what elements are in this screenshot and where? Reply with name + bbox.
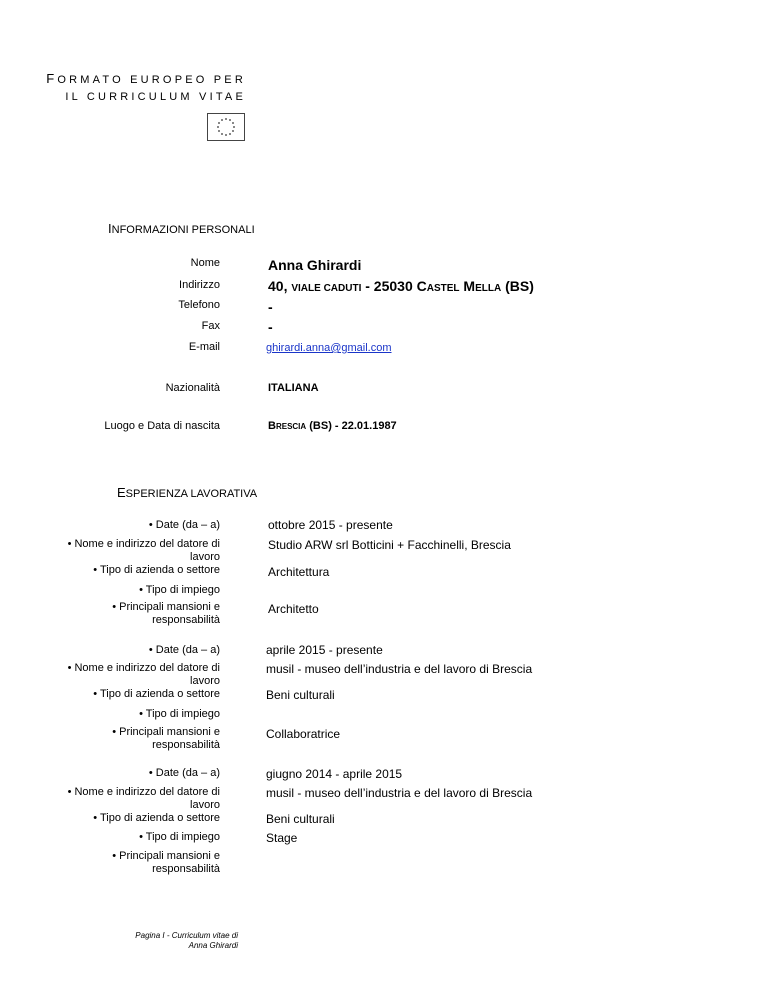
entry3-employer-label: • Nome e indirizzo del datore di lavoro: [67, 786, 220, 811]
birth-label: Luogo e Data di nascita: [104, 420, 220, 432]
entry1-duties-label: • Principali mansioni e responsabilità: [112, 601, 220, 626]
entry3-date-value: giugno 2014 - aprile 2015: [266, 767, 403, 781]
entry3-sector-value: Beni culturali: [266, 812, 335, 826]
entry3-sector-label: • Tipo di azienda o settore: [93, 812, 220, 824]
entry3-employer-value: musil - museo dell’industria e del lavoro di Brescia: [266, 786, 533, 800]
address-value: 40, VIALE CADUTI - 25030 CASTEL MELLA (BS): [268, 278, 534, 294]
entry2-sector-value: Beni culturali: [266, 688, 335, 702]
entry2-date-label: • Date (da – a): [148, 644, 220, 656]
name-label: Nome: [190, 257, 220, 269]
phone-label: Telefono: [178, 299, 220, 311]
entry3-type-label: • Tipo di impiego: [139, 831, 220, 843]
entry2-type-label: • Tipo di impiego: [139, 708, 220, 720]
personal-info-heading: INFORMAZIONI PERSONALI: [108, 221, 255, 236]
entry2-duties-value: Collaboratrice: [266, 727, 341, 741]
entry1-employer-value: Studio ARW srl Botticini + Facchinelli, Brescia: [268, 538, 511, 552]
name-value: Anna Ghirardi: [268, 257, 362, 273]
entry2-employer-label: • Nome e indirizzo del datore di lavoro: [67, 662, 220, 687]
entry1-type-label: • Tipo di impiego: [139, 584, 220, 596]
entry1-sector-value: Architettura: [268, 565, 330, 579]
page-footer: Pagina I - Curriculum vitae di Anna Ghirardi: [135, 931, 238, 950]
entry3-date-label: • Date (da – a): [148, 767, 220, 779]
fax-label: Fax: [201, 320, 220, 332]
entry1-employer-label: • Nome e indirizzo del datore di lavoro: [67, 538, 220, 563]
entry2-duties-label: • Principali mansioni e responsabilità: [112, 726, 220, 751]
fax-value: -: [268, 319, 273, 335]
entry2-sector-label: • Tipo di azienda o settore: [93, 688, 220, 700]
nationality-value: ITALIANA: [268, 382, 319, 394]
entry2-employer-value: musil - museo dell’industria e del lavoro di Brescia: [266, 662, 533, 676]
nationality-label: Nazionalità: [165, 382, 220, 394]
email-link[interactable]: ghirardi.anna@gmail.com: [266, 342, 392, 354]
entry1-date-value: ottobre 2015 - presente: [268, 518, 393, 532]
work-experience-heading: ESPERIENZA LAVORATIVA: [117, 485, 258, 500]
entry3-duties-label: • Principali mansioni e responsabilità: [112, 850, 220, 875]
entry2-date-value: aprile 2015 - presente: [266, 643, 383, 657]
address-label: Indirizzo: [179, 279, 220, 291]
cv-format-title: FORMATO EUROPEO PER IL CURRICULUM VITAE: [46, 71, 246, 103]
birth-value: BRESCIA (BS) - 22.01.1987: [268, 420, 397, 432]
eu-flag-logo: [207, 113, 245, 141]
entry3-type-value: Stage: [266, 831, 298, 845]
email-label: E-mail: [188, 341, 220, 353]
entry1-duties-value: Architetto: [268, 602, 319, 616]
entry1-sector-label: • Tipo di azienda o settore: [93, 564, 220, 576]
entry1-date-label: • Date (da – a): [148, 519, 220, 531]
phone-value: -: [268, 299, 273, 315]
